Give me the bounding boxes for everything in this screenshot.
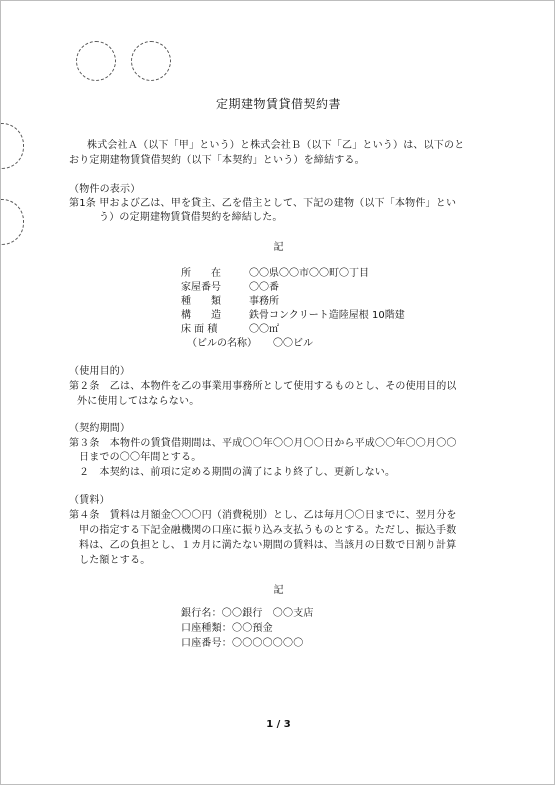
property-label-floor-area: 床 面 積 xyxy=(181,324,218,335)
property-label-location: 所 在 xyxy=(181,268,221,279)
bank-account-type: 口座種類：〇〇預金 xyxy=(181,623,273,634)
article-3-line-1: 第３条 本物件の賃貸借期間は、平成〇〇年〇〇月〇〇日から平成〇〇年〇〇月〇〇 xyxy=(69,438,457,449)
property-label-type: 種 類 xyxy=(181,296,221,307)
article-3-line-2: 日までの〇〇年間とする。 xyxy=(79,452,202,463)
property-value-location: 〇〇県〇〇市〇〇町〇丁目 xyxy=(249,268,369,279)
ki-heading-bank: 記 xyxy=(273,585,284,596)
article-4-line-4: した額とする。 xyxy=(79,555,151,566)
section-heading-term: （契約期間） xyxy=(69,423,131,434)
punch-hole-mark-right xyxy=(131,41,171,81)
section-heading-rent: （賃料） xyxy=(69,495,110,506)
property-value-structure: 鉄骨コンクリート造陸屋根 10階建 xyxy=(249,310,405,321)
section-heading-property: （物件の表示） xyxy=(69,184,141,195)
article-4-line-3: 料は、乙の負担とし、１カ月に満たない期間の賃料は、当該月の日数で日割り計算 xyxy=(79,540,457,551)
article-3-line-3: ２ 本契約は、前項に定める期間の満了により終了し、更新しない。 xyxy=(79,467,396,478)
article-1-line-2: う）の定期建物賃貸借契約を締結した。 xyxy=(99,212,283,223)
property-value-floor-area: 〇〇㎡ xyxy=(249,324,279,335)
property-value-type: 事務所 xyxy=(249,296,279,307)
property-value-house-number: 〇〇番 xyxy=(249,282,279,293)
section-heading-purpose: （使用目的） xyxy=(69,366,131,377)
article-2-line-1: 第２条 乙は、本物件を乙の事業用事務所として使用するものとし、その使用目的以 xyxy=(69,381,457,392)
article-4-line-2: 甲の指定する下記金融機関の口座に振り込み支払うものとする。ただし、振込手数 xyxy=(79,525,457,536)
article-4-line-1: 第４条 賃料は月額金〇〇〇円（消費税別）とし、乙は毎月〇〇日までに、翌月分を xyxy=(69,510,457,521)
property-label-house-number: 家屋番号 xyxy=(181,282,221,293)
article-2-line-2: 外に使用してはならない。 xyxy=(77,396,200,407)
intro-line-2: おり定期建物賃貸借契約（以下「本契約」という）を締結する。 xyxy=(69,155,365,166)
property-label-structure: 構 造 xyxy=(181,310,221,321)
document-title: 定期建物賃貸借契約書 xyxy=(215,97,341,111)
bank-account-number: 口座番号：〇〇〇〇〇〇〇 xyxy=(181,638,304,649)
property-value-building-name: 〇〇ビル xyxy=(273,338,313,349)
bank-name: 銀行名：〇〇銀行 〇〇支店 xyxy=(181,608,314,619)
intro-line-1: 株式会社Ａ（以下「甲」という）と株式会社Ｂ（以下「乙」という）は、以下のと xyxy=(87,140,465,151)
binding-hole-mark-upper xyxy=(1,123,24,169)
punch-hole-mark-left xyxy=(76,41,116,81)
page-number: 1 / 3 xyxy=(266,719,291,730)
ki-heading-property: 記 xyxy=(273,242,284,253)
article-1-line-1: 第1条 甲および乙は、甲を貸主、乙を借主として、下記の建物（以下「本物件」とい xyxy=(69,198,457,209)
property-label-building-name: （ビルの名称） xyxy=(187,338,257,349)
